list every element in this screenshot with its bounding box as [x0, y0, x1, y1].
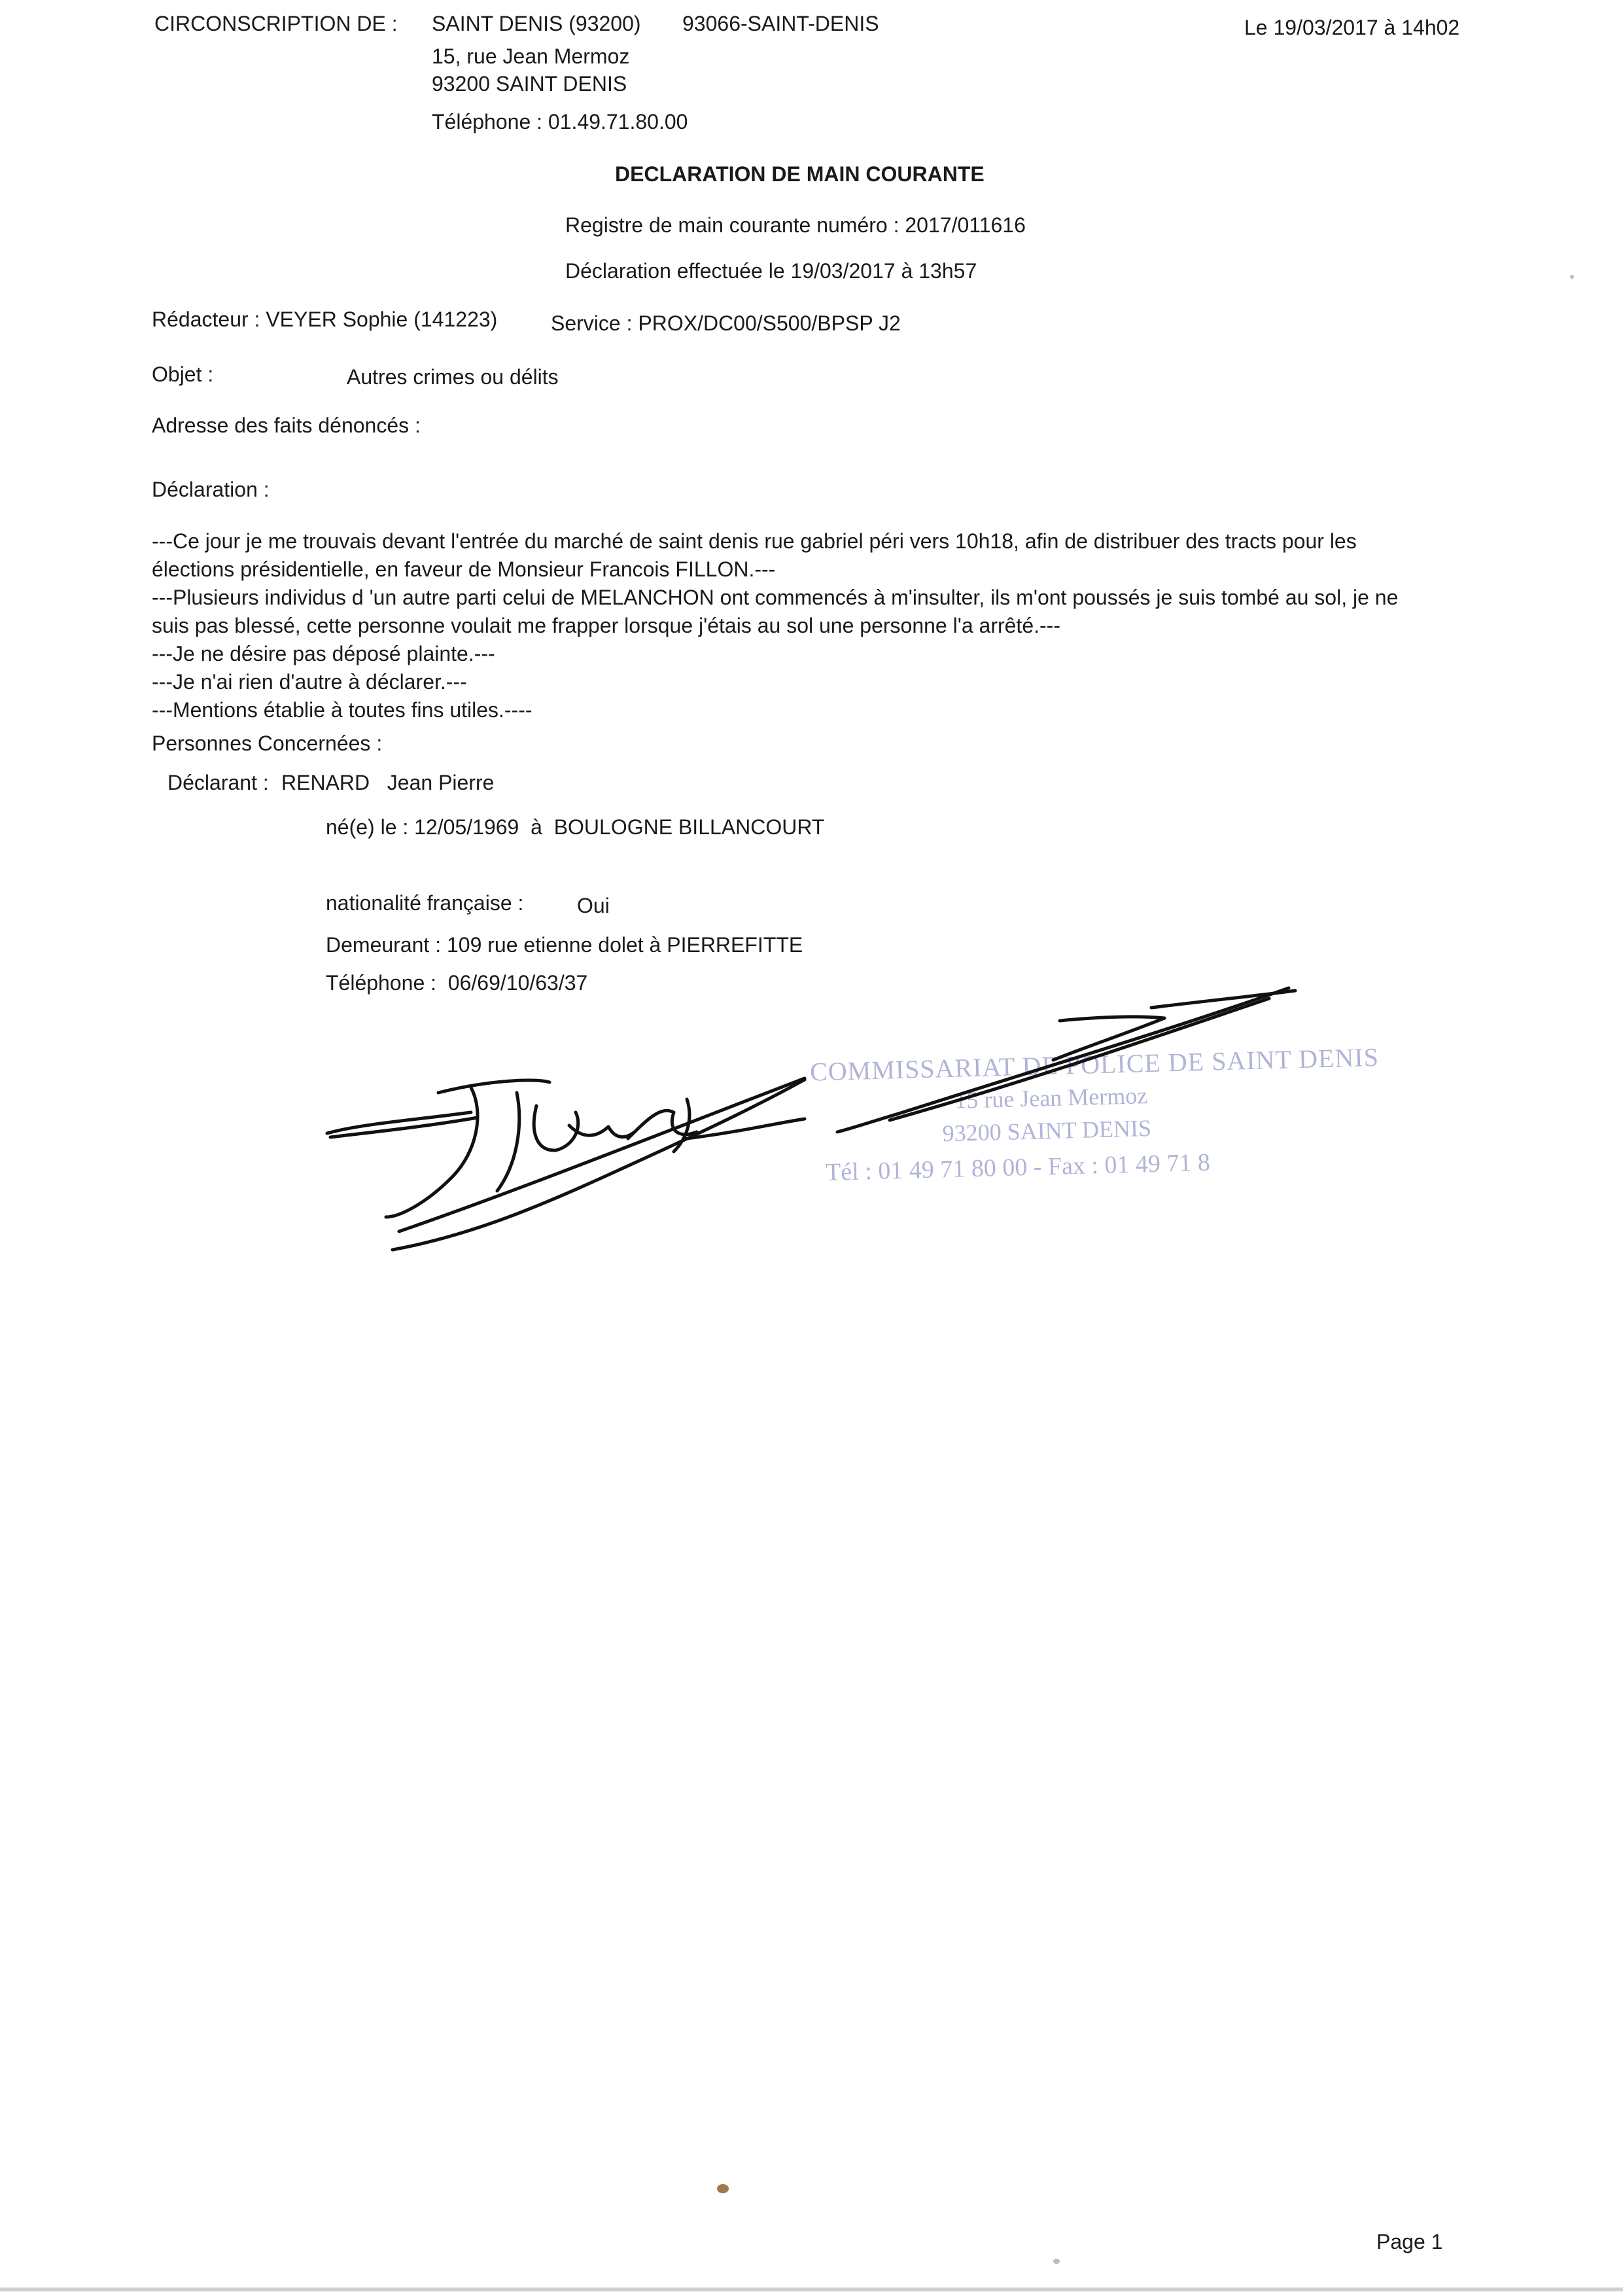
stamp-line: COMMISSARIAT DE POLICE DE SAINT DENIS: [809, 1042, 1380, 1087]
address-line-2: 93200 SAINT DENIS: [432, 72, 627, 96]
service: Service : PROX/DC00/S500/BPSP J2: [551, 311, 901, 335]
stamp-line: 15 rue Jean Mermoz: [954, 1082, 1148, 1114]
address-line-1: 15, rue Jean Mermoz: [432, 44, 630, 68]
declaration-label: Déclaration :: [152, 478, 270, 501]
statement-line: ---Je n'ai rien d'autre à déclarer.---: [152, 670, 467, 694]
circonscription-label: CIRCONSCRIPTION DE :: [154, 12, 398, 35]
declarant-birth: né(e) le : 12/05/1969 à BOULOGNE BILLANCOURT: [326, 815, 825, 839]
statement-line: ---Mentions établie à toutes fins utiles.----: [152, 698, 532, 722]
nationality-value: Oui: [577, 894, 610, 917]
stamp-line: 93200 SAINT DENIS: [942, 1114, 1152, 1147]
declarant-label: Déclarant :: [167, 771, 269, 794]
declarant-name: RENARD Jean Pierre: [281, 771, 495, 794]
objet-value: Autres crimes ou délits: [347, 365, 559, 389]
scan-speck: [1570, 275, 1574, 279]
statement-line: ---Plusieurs individus d 'un autre parti celui de MELANCHON ont commencés à m'insulter, ils m'ont poussés je suis tombé au sol, je ne suis pas blessé, cette personne voulait me frapper lorsque j'étais au sol une personne l'a arrêté.---: [152, 586, 1399, 637]
statement: [152, 527, 1434, 724]
redacteur-signature: [811, 981, 1308, 1139]
register-number: Registre de main courante numéro : 2017/011616: [565, 213, 1026, 237]
document-title: DECLARATION DE MAIN COURANTE: [615, 162, 985, 186]
persons-label: Personnes Concernées :: [152, 732, 383, 755]
statement-line: ---Ce jour je me trouvais devant l'entrée du marché de saint denis rue gabriel péri vers 10h18, afin de distribuer des tracts pour les élections présidentielle, en faveur de Monsieur Francois FILLON.---: [152, 529, 1357, 581]
nationality-label: nationalité française :: [326, 891, 524, 915]
circonscription-city: SAINT DENIS (93200): [432, 12, 641, 35]
adresse-label: Adresse des faits dénoncés :: [152, 414, 421, 437]
page-number: Page 1: [1376, 2230, 1443, 2253]
circonscription-code: 93066-SAINT-DENIS: [682, 12, 879, 35]
stamp-line: Tél : 01 49 71 80 00 - Fax : 01 49 71 8: [825, 1148, 1211, 1186]
scan-speck: [1053, 2259, 1060, 2264]
objet-label: Objet :: [152, 362, 214, 386]
redacteur: Rédacteur : VEYER Sophie (141223): [152, 308, 498, 331]
header-phone: Téléphone : 01.49.71.80.00: [432, 110, 688, 133]
declaration-date: Déclaration effectuée le 19/03/2017 à 13h57: [565, 259, 977, 283]
declarant-phone: Téléphone : 06/69/10/63/37: [326, 971, 588, 995]
print-date: Le 19/03/2017 à 14h02: [1244, 16, 1460, 39]
scan-speck: [717, 2184, 729, 2193]
scan-edge: [0, 2287, 1623, 2291]
declarant-address: Demeurant : 109 rue etienne dolet à PIERREFITTE: [326, 933, 803, 957]
statement-line: ---Je ne désire pas déposé plainte.---: [152, 642, 495, 665]
